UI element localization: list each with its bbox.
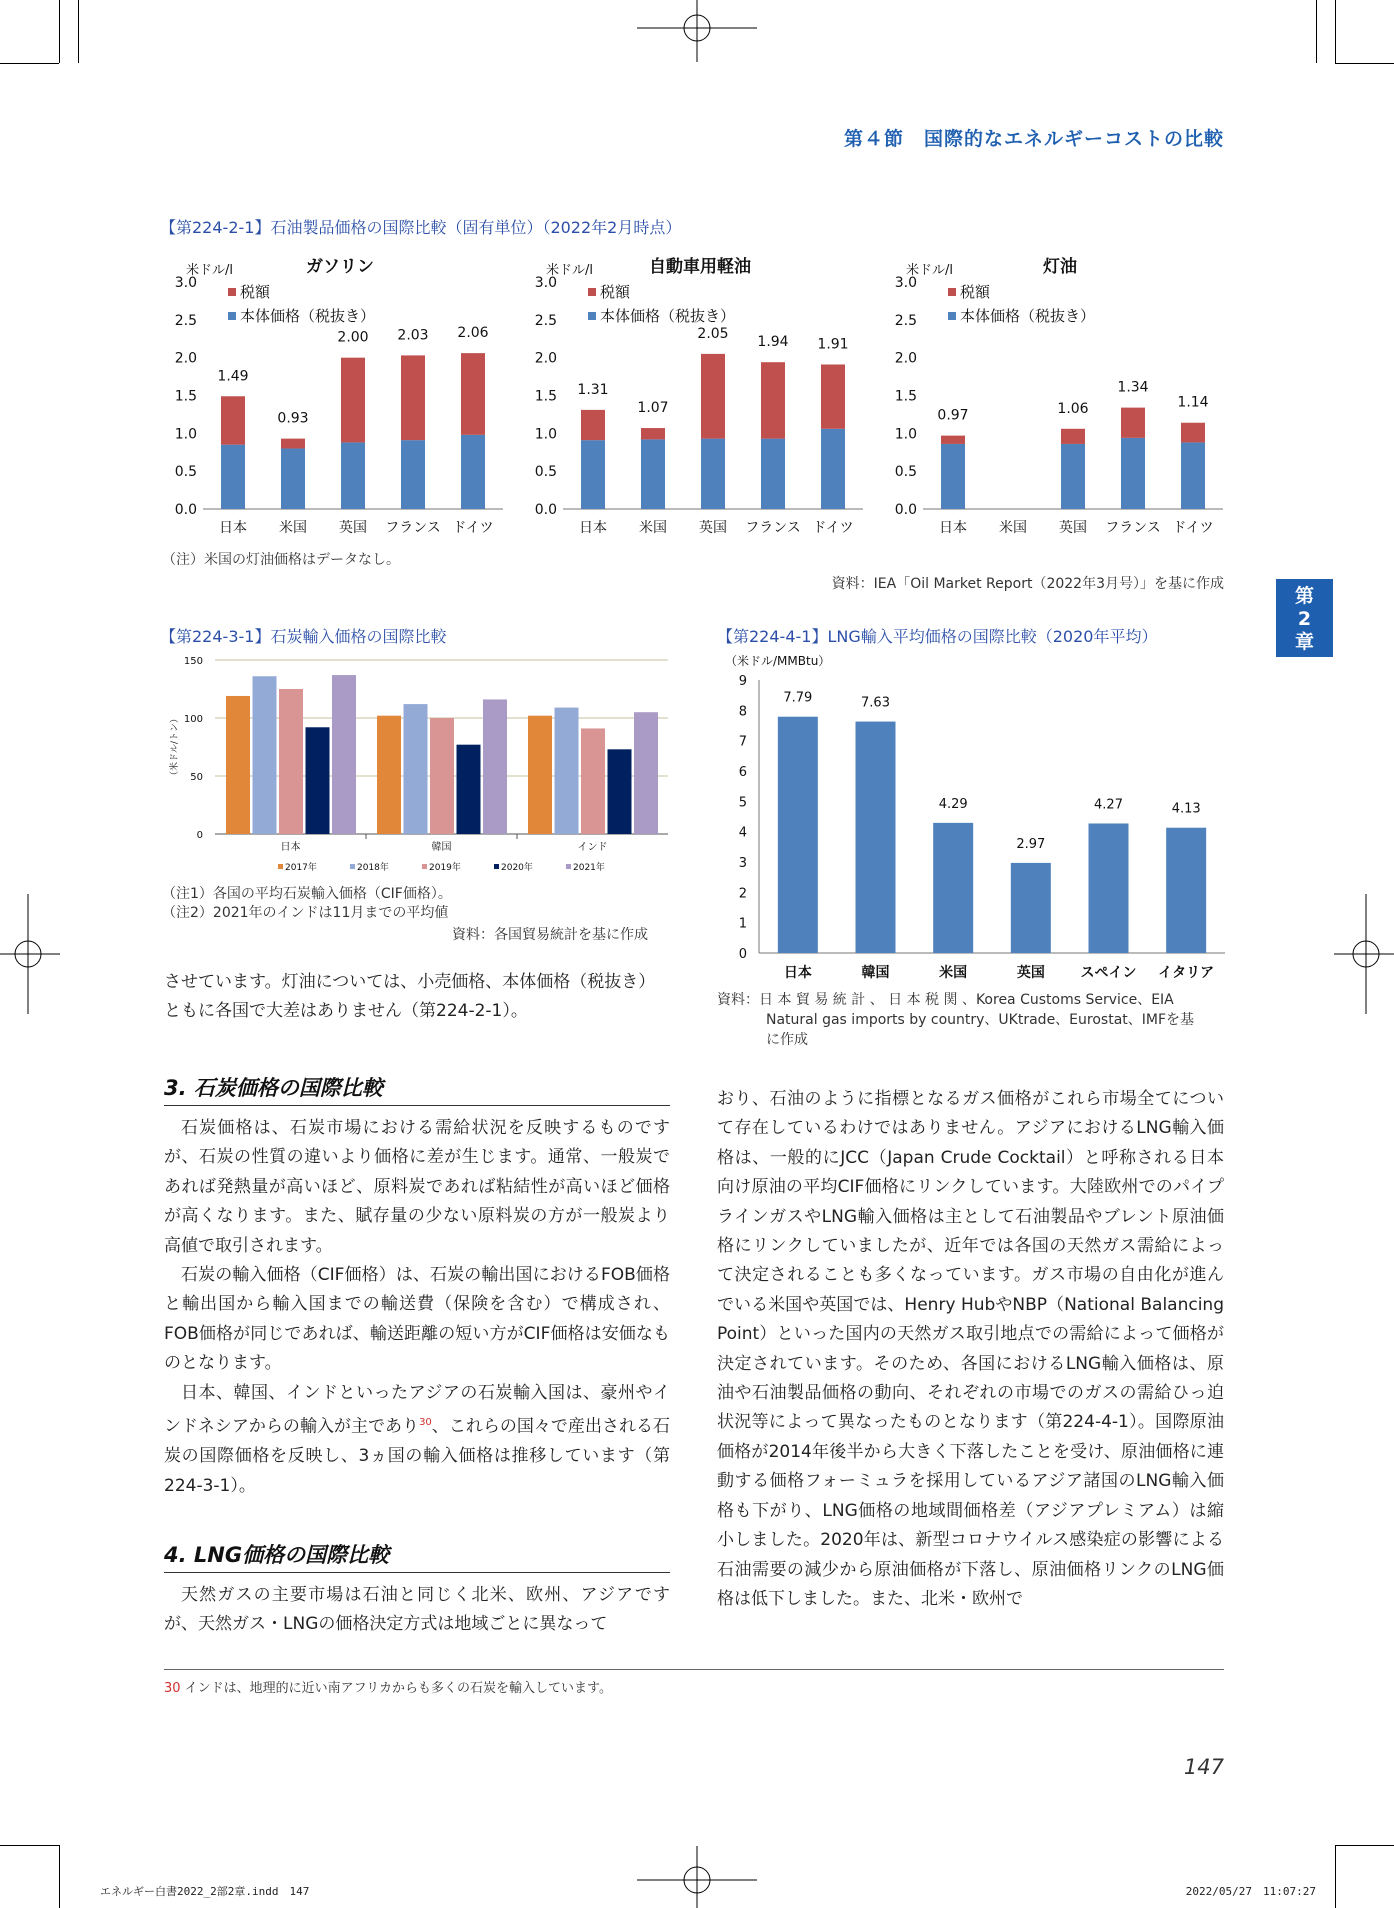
- data-label: 1.14: [1177, 394, 1209, 411]
- data-label: 2.03: [397, 327, 429, 344]
- x-tick-label: 米国: [939, 965, 968, 981]
- bar-base-price: [941, 444, 965, 509]
- bar-base-price: [1061, 444, 1085, 509]
- bar-lng: [778, 717, 818, 953]
- x-tick-label: フランス: [385, 520, 441, 536]
- legend-swatch-base: [588, 312, 596, 320]
- bar-base-price: [221, 445, 245, 509]
- x-tick-label: 韓国: [861, 965, 890, 981]
- x-tick-label: 日本: [280, 842, 301, 853]
- bar-base-price: [761, 439, 785, 509]
- y-tick-label: 2.5: [174, 312, 197, 329]
- coal-paragraph-1: 石炭価格は、石炭市場における需給状況を反映するものですが、石炭の性質の違いより価格に差が生じます。通常、一般炭であれば発熱量が高いほど、原料炭であれば粘結性が高いほど価格が高くなります。また、賦存量の少ない原料炭の方が一般炭より高値で取引されます。: [164, 1118, 670, 1256]
- y-tick-label: 2: [738, 886, 747, 902]
- y-tick-label: 7: [738, 734, 747, 750]
- x-tick-label: ドイツ: [812, 520, 854, 536]
- bar-base-price: [341, 442, 365, 509]
- y-tick-label: 9: [738, 674, 747, 689]
- y-tick-label: 6: [738, 765, 747, 780]
- bar-tax: [941, 436, 965, 444]
- bar-lng: [933, 823, 973, 953]
- x-tick-label: 日本: [579, 520, 607, 536]
- legend-swatch: [494, 864, 499, 869]
- bar-tax: [641, 428, 665, 439]
- bar-lng: [856, 722, 896, 953]
- y-tick-label: 100: [183, 714, 203, 725]
- bar-base-price: [1181, 442, 1205, 509]
- left-intro-line2: ともに各国で大差はありません（第224-2-1）。: [164, 1001, 528, 1022]
- x-tick-label: 米国: [639, 520, 667, 536]
- y-tick-label: 5: [738, 795, 747, 811]
- legend-label-tax: 税額: [600, 283, 631, 301]
- y-axis-label: （米ドル/トン）: [170, 713, 180, 781]
- legend-swatch: [278, 864, 283, 869]
- crop-mark: [59, 1845, 60, 1908]
- y-tick-label: 2.5: [894, 312, 917, 329]
- oil-price-charts: [160, 246, 1230, 546]
- bar-2017年: [528, 716, 552, 834]
- footnote-rule: [164, 1669, 1224, 1670]
- bar-2019年: [581, 728, 605, 834]
- x-tick-label: 日本: [939, 520, 967, 536]
- bar-tax: [701, 354, 725, 439]
- data-label: 4.27: [1094, 797, 1123, 813]
- left-intro-line1: させています。灯油については、小売価格、本体価格（税抜き）: [164, 972, 656, 992]
- coal-paragraph-3b: 、これらの国々で産出される石炭の国際価格を反映し、3ヵ国の輸入価格は推移しています（第224-3-1）。: [164, 1416, 670, 1496]
- data-label: 4.29: [938, 796, 968, 812]
- y-tick-label: 3.0: [534, 275, 557, 291]
- crop-mark: [59, 0, 60, 63]
- bar-2020年: [306, 727, 330, 834]
- coal-price-chart: [160, 650, 670, 878]
- bar-tax: [821, 364, 845, 428]
- registration-mark-right: [1334, 894, 1394, 1014]
- x-tick-label: 英国: [1016, 965, 1045, 981]
- crop-mark: [1316, 0, 1317, 63]
- legend-swatch-base: [228, 312, 236, 320]
- y-tick-label: 0.5: [894, 464, 917, 481]
- y-tick-label: 0.0: [534, 502, 557, 518]
- left-intro-text: [164, 968, 670, 1027]
- bar-base-price: [641, 439, 665, 509]
- legend-swatch: [350, 864, 355, 869]
- section-header: 第４節 国際的なエネルギーコストの比較: [843, 128, 1224, 150]
- fig1-note: （注）米国の灯油価格はデータなし。: [162, 552, 400, 568]
- bar-tax: [1181, 423, 1205, 443]
- y-tick-label: 0.5: [174, 464, 197, 481]
- legend-label-tax: 税額: [960, 283, 991, 301]
- chapter-tab[interactable]: [1276, 579, 1333, 657]
- bar-tax: [221, 396, 245, 444]
- data-label: 1.07: [637, 400, 669, 417]
- legend-label-base: 本体価格（税抜き）: [960, 307, 1096, 325]
- page-number: 147: [1183, 1755, 1224, 1779]
- x-tick-label: ドイツ: [452, 520, 494, 536]
- data-label: 7.63: [861, 695, 890, 711]
- bar-tax: [1061, 429, 1085, 444]
- y-tick-label: 2.5: [534, 312, 557, 329]
- bar-tax: [461, 353, 485, 435]
- y-tick-label: 2.0: [894, 350, 917, 367]
- legend-swatch: [566, 864, 571, 869]
- x-tick-label: 英国: [339, 520, 367, 536]
- fig2-source: 資料：各国貿易統計を基に作成: [452, 927, 648, 943]
- bar-base-price: [821, 429, 845, 509]
- x-tick-label: 米国: [279, 520, 307, 536]
- bar-2021年: [634, 712, 658, 834]
- fig2-title: 【第224-3-1】石炭輸入価格の国際比較: [160, 627, 447, 646]
- y-axis-unit: （米ドル/MMBtu）: [725, 654, 831, 668]
- data-label: 0.97: [937, 407, 969, 424]
- fig3-title: 【第224-4-1】LNG輸入平均価格の国際比較（2020年平均）: [717, 627, 1158, 646]
- x-tick-label: 日本: [783, 965, 812, 981]
- y-tick-label: 0.0: [174, 502, 197, 518]
- x-tick-label: フランス: [1105, 520, 1161, 536]
- crop-mark: [1335, 63, 1394, 64]
- registration-mark-left: [0, 894, 60, 1014]
- coal-paragraph-3a: 日本、韓国、インドといったアジアの石炭輸入国は、豪州やインドネシアからの輸入が主であり: [164, 1382, 670, 1437]
- bar-tax: [401, 355, 425, 440]
- bar-base-price: [1121, 438, 1145, 509]
- data-label: 2.00: [337, 329, 369, 346]
- crop-mark: [0, 63, 59, 64]
- legend-label: 2019年: [429, 863, 461, 873]
- data-label: 2.06: [457, 325, 489, 342]
- y-tick-label: 2.0: [174, 350, 197, 367]
- data-label: 2.05: [697, 325, 729, 342]
- legend-label: 2021年: [573, 863, 605, 873]
- x-tick-label: イタリア: [1158, 965, 1215, 981]
- legend-swatch: [422, 864, 427, 869]
- y-tick-label: 1.5: [894, 388, 917, 405]
- y-tick-label: 1: [738, 916, 747, 932]
- bar-tax: [281, 439, 305, 449]
- y-tick-label: 3.0: [174, 275, 197, 291]
- crop-mark: [0, 1845, 59, 1846]
- slug-left: エネルギー白書2022_2部2章.indd 147: [100, 1885, 310, 1898]
- x-tick-label: 英国: [1059, 520, 1087, 536]
- chart-title: 自動車用軽油: [649, 257, 751, 277]
- x-tick-label: 英国: [699, 520, 727, 536]
- y-tick-label: 3: [738, 856, 747, 871]
- legend-label: 2020年: [501, 863, 533, 873]
- x-tick-label: スペイン: [1080, 965, 1137, 981]
- footnote-text: インドは、地理的に近い南アフリカからも多くの石炭を輸入しています。: [180, 1681, 612, 1696]
- fig2-note1: （注1）各国の平均石炭輸入価格（CIF価格）。: [162, 886, 452, 902]
- x-tick-label: 日本: [219, 520, 247, 536]
- legend-label-base: 本体価格（税抜き）: [600, 307, 736, 325]
- heading-lng: 4. LNG価格の国際比較: [164, 1539, 670, 1573]
- bar-2018年: [555, 708, 579, 834]
- coal-paragraph-3: [164, 1379, 670, 1501]
- bar-base-price: [461, 435, 485, 509]
- bar-2021年: [483, 699, 507, 834]
- bar-tax: [581, 410, 605, 440]
- data-label: 1.94: [757, 334, 789, 351]
- data-label: 1.91: [817, 336, 849, 353]
- x-tick-label: ドイツ: [1172, 520, 1214, 536]
- lng-paragraph-1: 天然ガスの主要市場は石油と同じく北米、欧州、アジアですが、天然ガス・LNGの価格決定方式は地域ごとに異なって: [164, 1585, 670, 1635]
- bar-base-price: [281, 448, 305, 509]
- y-tick-label: 1.5: [534, 388, 557, 405]
- fig3-source-line1: 資料：日 本 貿 易 統 計 、 日 本 税 関 、Korea Customs Service、EIA: [717, 992, 1174, 1008]
- x-tick-label: インド: [577, 842, 608, 853]
- bar-2017年: [377, 716, 401, 834]
- data-label: 1.34: [1117, 379, 1149, 396]
- x-tick-label: 韓国: [431, 842, 452, 853]
- right-column-text: [717, 1085, 1224, 1614]
- legend-swatch-tax: [948, 288, 956, 296]
- crop-mark: [1335, 1845, 1336, 1908]
- y-tick-label: 2.0: [534, 350, 557, 367]
- legend-swatch-tax: [228, 288, 236, 296]
- chart-title: 灯油: [1043, 257, 1077, 277]
- coal-paragraph-2: 石炭の輸入価格（CIF価格）は、石炭の輸出国におけるFOB価格と輸出国から輸入国までの輸送費（保険を含む）で構成され、FOB価格が同じであれば、輸送距離の短い方がCIF価格は安価なものとなります。: [164, 1265, 670, 1374]
- y-axis-unit: 米ドル/l: [186, 263, 233, 278]
- chapter-tab-line3: 章: [1294, 631, 1314, 653]
- data-label: 1.31: [577, 381, 609, 398]
- legend-label-tax: 税額: [240, 283, 271, 301]
- bar-lng: [1011, 863, 1051, 953]
- legend-label: 2017年: [285, 863, 317, 873]
- chapter-tab-line1: 第: [1294, 585, 1314, 607]
- data-label: 2.97: [1016, 836, 1046, 852]
- coal-section-text: [164, 1114, 670, 1501]
- y-tick-label: 0.0: [894, 502, 917, 518]
- x-tick-label: 米国: [999, 520, 1027, 536]
- bar-2019年: [279, 689, 303, 834]
- lng-price-chart: [717, 650, 1227, 985]
- data-label: 7.79: [783, 690, 813, 706]
- y-tick-label: 150: [183, 656, 203, 667]
- bar-tax: [1121, 408, 1145, 438]
- bar-base-price: [401, 440, 425, 509]
- fig2-note2: （注2）2021年のインドは11月までの平均値: [162, 905, 449, 921]
- y-tick-label: 0.5: [534, 464, 557, 481]
- fig1-title: 【第224-2-1】石油製品価格の国際比較（固有単位）（2022年2月時点）: [160, 218, 682, 237]
- bar-2017年: [226, 696, 250, 834]
- lng-section-text: [164, 1581, 670, 1640]
- registration-mark-bottom: [637, 1846, 757, 1908]
- data-label: 4.13: [1171, 801, 1201, 817]
- bar-2021年: [332, 675, 356, 834]
- bar-2018年: [404, 704, 428, 834]
- y-tick-label: 1.5: [174, 388, 197, 405]
- bar-base-price: [581, 440, 605, 509]
- bar-2019年: [430, 718, 454, 834]
- legend-label-base: 本体価格（税抜き）: [240, 307, 376, 325]
- footnote: [164, 1677, 612, 1696]
- data-label: 0.93: [277, 410, 309, 427]
- fig3-source-line2: Natural gas imports by country、UKtrade、Eurostat、IMFを基: [766, 1012, 1195, 1028]
- y-tick-label: 0: [196, 830, 203, 841]
- right-paragraph-1: おり、石油のように指標となるガス価格がこれら市場全てについて存在しているわけではありません。アジアにおけるLNG輸入価格は、一般的にJCC（Japan Crude Cocktail）と呼称される日本向け原油の平均CIF価格にリンクしています。大陸欧州でのパイプラインガスやLNG輸入価格は主として石油製品やブレント原油価格にリンクしていましたが、近年では各国の天然ガス需給によって決定されることも多くなっています。ガス市場の自由化が進んでいる米国や英国では、Henry HubやNBP（National Balancing Point）といった国内の天然ガス取引地点での需給によって価格が決定されています。そのため、各国におけるLNG輸入価格は、原油や石油製品価格の動向、それぞれの市場でのガスの需給ひっ迫状況等によって異なったものとなります（第224-4-1）。国際原油価格が2014年後半から大きく下落したことを受け、原油価格に連動する価格フォーミュラを採用しているアジア諸国のLNG輸入価格も下がり、LNG価格の地域間価格差（アジアプレミアム）は縮小しました。2020年は、新型コロナウイルス感染症の影響による石油需要の減少から原油価格が下落し、原油価格リンクのLNG価格は低下しました。また、北米・欧州で: [717, 1089, 1224, 1609]
- y-axis-unit: 米ドル/l: [546, 263, 593, 278]
- bar-base-price: [701, 439, 725, 509]
- y-tick-label: 8: [738, 704, 747, 720]
- footnote-number: 30: [164, 1681, 181, 1696]
- crop-mark: [1335, 0, 1336, 63]
- bar-lng: [1089, 823, 1129, 953]
- bar-tax: [341, 358, 365, 443]
- fig3-source-line3: に作成: [766, 1032, 808, 1048]
- bar-lng: [1166, 828, 1206, 953]
- chapter-tab-line2: 2: [1297, 608, 1312, 630]
- slug-right: 2022/05/27 11:07:27: [1185, 1885, 1316, 1898]
- data-label: 1.06: [1057, 400, 1089, 417]
- bar-2018年: [253, 676, 277, 834]
- y-tick-label: 4: [738, 825, 747, 841]
- bar-tax: [761, 362, 785, 438]
- y-tick-label: 1.0: [894, 426, 917, 443]
- registration-mark-top: [637, 0, 757, 62]
- bar-2020年: [608, 749, 632, 834]
- chart-title: ガソリン: [306, 257, 374, 277]
- y-axis-unit: 米ドル/l: [906, 263, 953, 278]
- y-tick-label: 0: [738, 947, 747, 962]
- crop-mark: [78, 0, 79, 63]
- x-tick-label: フランス: [745, 520, 801, 536]
- legend-swatch-base: [948, 312, 956, 320]
- y-tick-label: 1.0: [534, 426, 557, 443]
- bar-2020年: [457, 745, 481, 834]
- y-tick-label: 50: [190, 772, 203, 783]
- legend-swatch-tax: [588, 288, 596, 296]
- crop-mark: [1335, 1845, 1394, 1846]
- fig1-source: 資料：IEA「Oil Market Report（2022年3月号）」を基に作成: [831, 576, 1224, 592]
- data-label: 1.49: [217, 368, 249, 385]
- y-tick-label: 1.0: [174, 426, 197, 443]
- legend-label: 2018年: [357, 863, 389, 873]
- heading-coal: 3. 石炭価格の国際比較: [164, 1072, 670, 1106]
- y-tick-label: 3.0: [894, 275, 917, 291]
- footnote-ref-30[interactable]: 30: [419, 1417, 432, 1429]
